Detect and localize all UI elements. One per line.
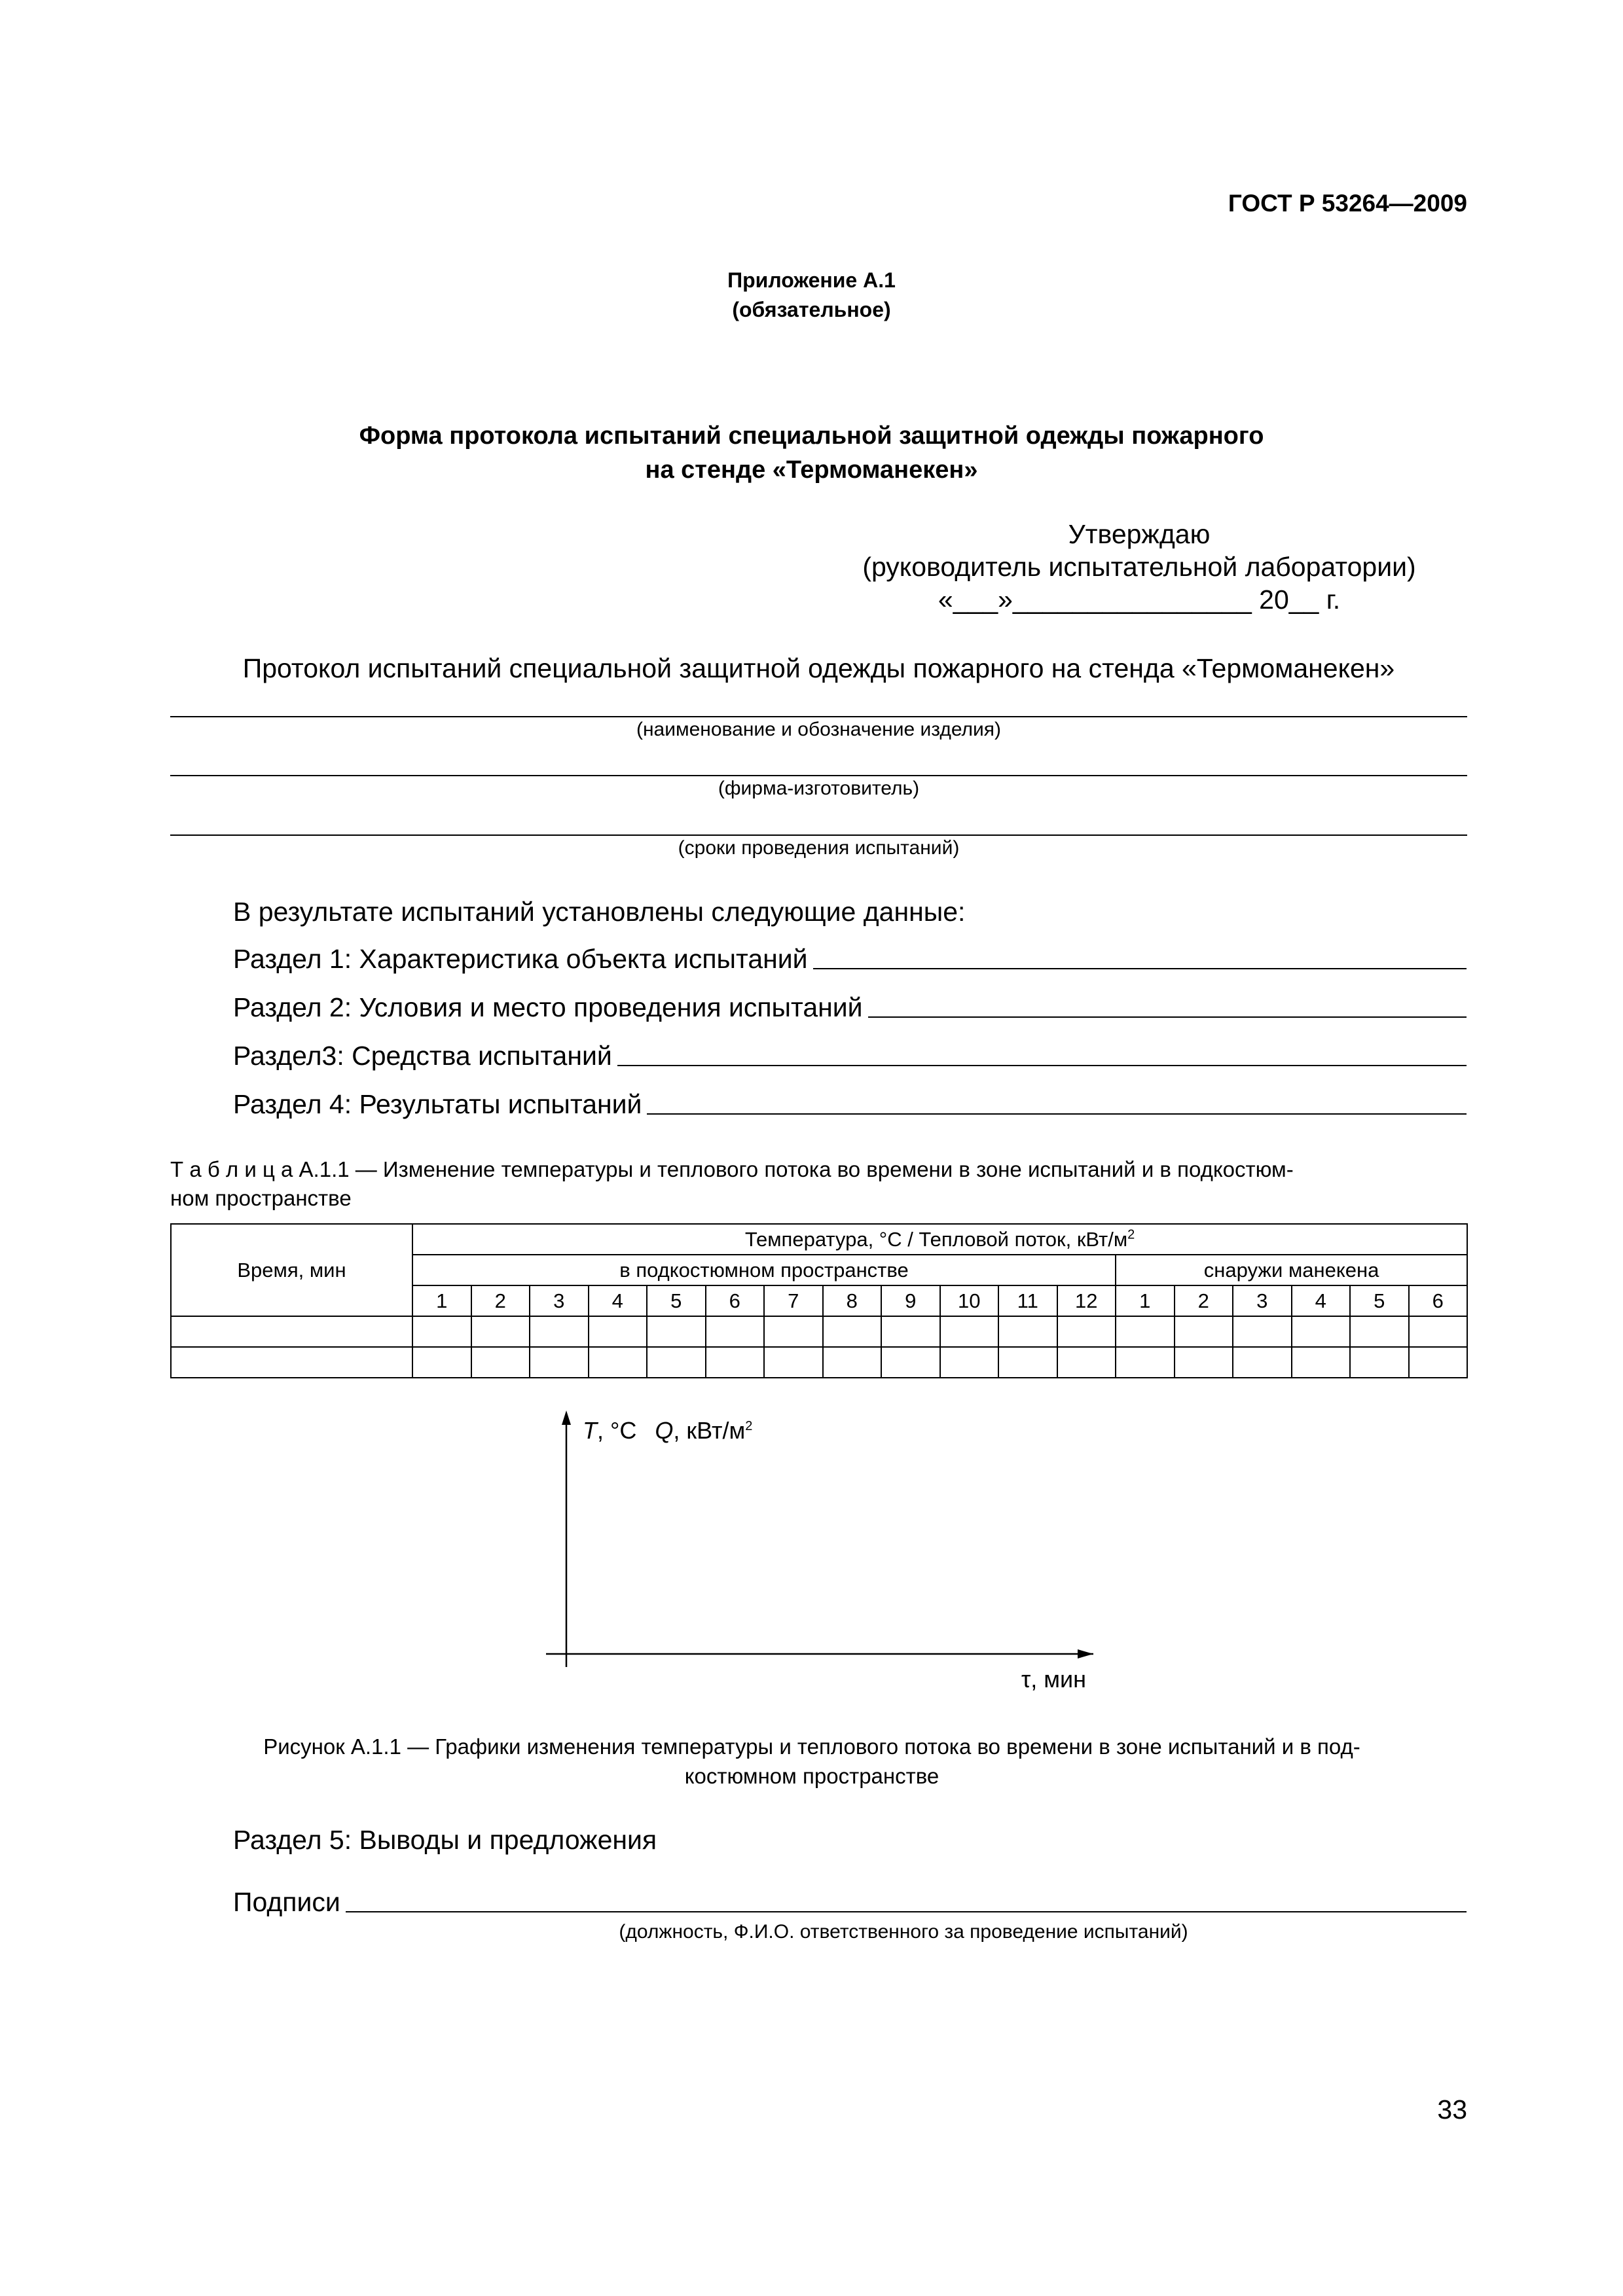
value-cell[interactable] [1175, 1316, 1233, 1347]
section-2-fill-line[interactable] [868, 1016, 1467, 1018]
y-axis-label-Q-unit: , кВт/м [673, 1417, 746, 1444]
product-name-line[interactable] [170, 716, 1467, 717]
value-cell[interactable] [940, 1316, 999, 1347]
value-cell[interactable] [940, 1347, 999, 1378]
x-axis-label: τ, мин [1021, 1666, 1086, 1693]
col-under-suit-8: 8 [823, 1285, 882, 1316]
y-axis-label-Q-sup: 2 [745, 1419, 753, 1433]
col-under-suit-11: 11 [998, 1285, 1057, 1316]
page-number: 33 [1437, 2094, 1467, 2125]
temperature-flux-header-sup: 2 [1127, 1227, 1135, 1242]
table-caption-text2: ном пространстве [170, 1186, 352, 1210]
section-3-label: Раздел3: Средства испытаний [233, 1041, 612, 1071]
signatures-label: Подписи [233, 1887, 340, 1917]
value-cell[interactable] [589, 1347, 647, 1378]
signatures-fill-line[interactable] [346, 1911, 1467, 1912]
section-4-label: Раздел 4: Результаты испытаний [233, 1089, 642, 1119]
doc-title-line2: на стенде «Термоманекен» [645, 456, 978, 484]
group-under-suit-header: в подкостюмном пространстве [412, 1255, 1116, 1285]
value-cell[interactable] [530, 1347, 589, 1378]
table-caption-label: Т а б л и ц а [170, 1157, 293, 1181]
value-cell[interactable] [1057, 1347, 1116, 1378]
value-cell[interactable] [1116, 1347, 1175, 1378]
signatures-caption: (должность, Ф.И.О. ответственного за проведение испытаний) [619, 1921, 1188, 1943]
value-cell[interactable] [1409, 1316, 1468, 1347]
section-3-fill-line[interactable] [617, 1065, 1467, 1066]
value-cell[interactable] [1409, 1347, 1468, 1378]
value-cell[interactable] [647, 1347, 706, 1378]
appendix-status: (обязательное) [732, 298, 891, 321]
value-cell[interactable] [1292, 1316, 1351, 1347]
time-header: Время, мин [171, 1224, 412, 1316]
value-cell[interactable] [1350, 1316, 1409, 1347]
table-caption-text: А.1.1 — Изменение температуры и теплового потока во времени в зоне испытаний и в подкостюм- [293, 1157, 1294, 1181]
value-cell[interactable] [1175, 1347, 1233, 1378]
manufacturer-line[interactable] [170, 775, 1467, 776]
x-axis-arrow [1078, 1649, 1093, 1659]
col-under-suit-10: 10 [940, 1285, 999, 1316]
col-outside-4: 4 [1292, 1285, 1351, 1316]
col-under-suit-3: 3 [530, 1285, 589, 1316]
y-axis-arrow [562, 1410, 571, 1425]
temperature-flux-header [412, 1224, 1467, 1255]
value-cell[interactable] [412, 1316, 471, 1347]
value-cell[interactable] [530, 1316, 589, 1347]
section-1-fill-line[interactable] [813, 968, 1467, 969]
col-outside-2: 2 [1175, 1285, 1233, 1316]
value-cell[interactable] [881, 1316, 940, 1347]
value-cell[interactable] [589, 1316, 647, 1347]
test-dates-line[interactable] [170, 834, 1467, 836]
section-4 [233, 1086, 1467, 1120]
col-outside-6: 6 [1409, 1285, 1468, 1316]
col-under-suit-6: 6 [706, 1285, 765, 1316]
col-under-suit-2: 2 [471, 1285, 530, 1316]
col-under-suit-12: 12 [1057, 1285, 1116, 1316]
value-cell[interactable] [706, 1316, 765, 1347]
value-cell[interactable] [823, 1347, 882, 1378]
value-cell[interactable] [471, 1347, 530, 1378]
col-outside-3: 3 [1233, 1285, 1292, 1316]
col-under-suit-1: 1 [412, 1285, 471, 1316]
value-cell[interactable] [998, 1316, 1057, 1347]
protocol-heading: Протокол испытаний специальной защитной одежды пожарного на стенда «Термоманекен» [242, 653, 1395, 683]
value-cell[interactable] [1292, 1347, 1351, 1378]
y-axis-label [583, 1417, 752, 1444]
manufacturer-caption: (фирма-изготовитель) [718, 778, 920, 799]
approval-approve: Утверждаю [1068, 519, 1211, 549]
test-dates-caption: (сроки проведения испытаний) [678, 837, 960, 859]
figure-caption-line1: Рисунок А.1.1 — Графики изменения температуры и теплового потока во времени в зоне испытаний и в под- [263, 1734, 1360, 1759]
temperature-flux-header-text: Температура, °С / Тепловой поток, кВт/м [744, 1227, 1128, 1251]
group-outside-header: снаружи манекена [1116, 1255, 1467, 1285]
value-cell[interactable] [1350, 1347, 1409, 1378]
doc-title-line1: Форма протокола испытаний специальной защитной одежды пожарного [359, 422, 1264, 450]
col-under-suit-7: 7 [764, 1285, 823, 1316]
value-cell[interactable] [764, 1316, 823, 1347]
section-5-label: Раздел 5: Выводы и предложения [233, 1825, 657, 1855]
value-cell[interactable] [706, 1347, 765, 1378]
section-3 [233, 1037, 1467, 1071]
time-cell[interactable] [171, 1347, 412, 1378]
section-4-fill-line[interactable] [647, 1113, 1467, 1115]
approval-role: (руководитель испытательной лаборатории) [862, 552, 1416, 582]
product-name-caption: (наименование и обозначение изделия) [636, 719, 1002, 740]
section-1-label: Раздел 1: Характеристика объекта испытаний [233, 944, 808, 974]
col-outside-1: 1 [1116, 1285, 1175, 1316]
col-outside-5: 5 [1350, 1285, 1409, 1316]
value-cell[interactable] [471, 1316, 530, 1347]
col-under-suit-5: 5 [647, 1285, 706, 1316]
section-2-label: Раздел 2: Условия и место проведения испытаний [233, 992, 863, 1022]
figure-caption-line2: костюмном пространстве [684, 1764, 939, 1788]
value-cell[interactable] [647, 1316, 706, 1347]
section-2 [233, 989, 1467, 1023]
value-cell[interactable] [1233, 1316, 1292, 1347]
appendix-title: Приложение А.1 [727, 268, 896, 292]
y-axis-label-T: T [583, 1417, 597, 1444]
value-cell[interactable] [1057, 1316, 1116, 1347]
col-under-suit-9: 9 [881, 1285, 940, 1316]
table-caption [170, 1157, 1294, 1182]
test-data-table [170, 1223, 1468, 1378]
value-cell[interactable] [881, 1347, 940, 1378]
y-axis-label-T-unit: , °С [597, 1417, 637, 1444]
value-cell[interactable] [1116, 1316, 1175, 1347]
results-intro: В результате испытаний установлены следующие данные: [233, 897, 966, 927]
graph-axes [537, 1410, 1106, 1672]
time-cell[interactable] [171, 1316, 412, 1347]
signatures [233, 1884, 1467, 1918]
section-1 [233, 941, 1467, 975]
approval-date-line: «___»________________ 20__ г. [938, 584, 1341, 615]
value-cell[interactable] [823, 1316, 882, 1347]
value-cell[interactable] [998, 1347, 1057, 1378]
y-axis-label-Q: Q [655, 1417, 674, 1444]
table-row [171, 1316, 1467, 1347]
table-row [171, 1347, 1467, 1378]
value-cell[interactable] [1233, 1347, 1292, 1378]
col-under-suit-4: 4 [589, 1285, 647, 1316]
standard-number: ГОСТ Р 53264—2009 [1228, 190, 1467, 217]
value-cell[interactable] [764, 1347, 823, 1378]
value-cell[interactable] [412, 1347, 471, 1378]
